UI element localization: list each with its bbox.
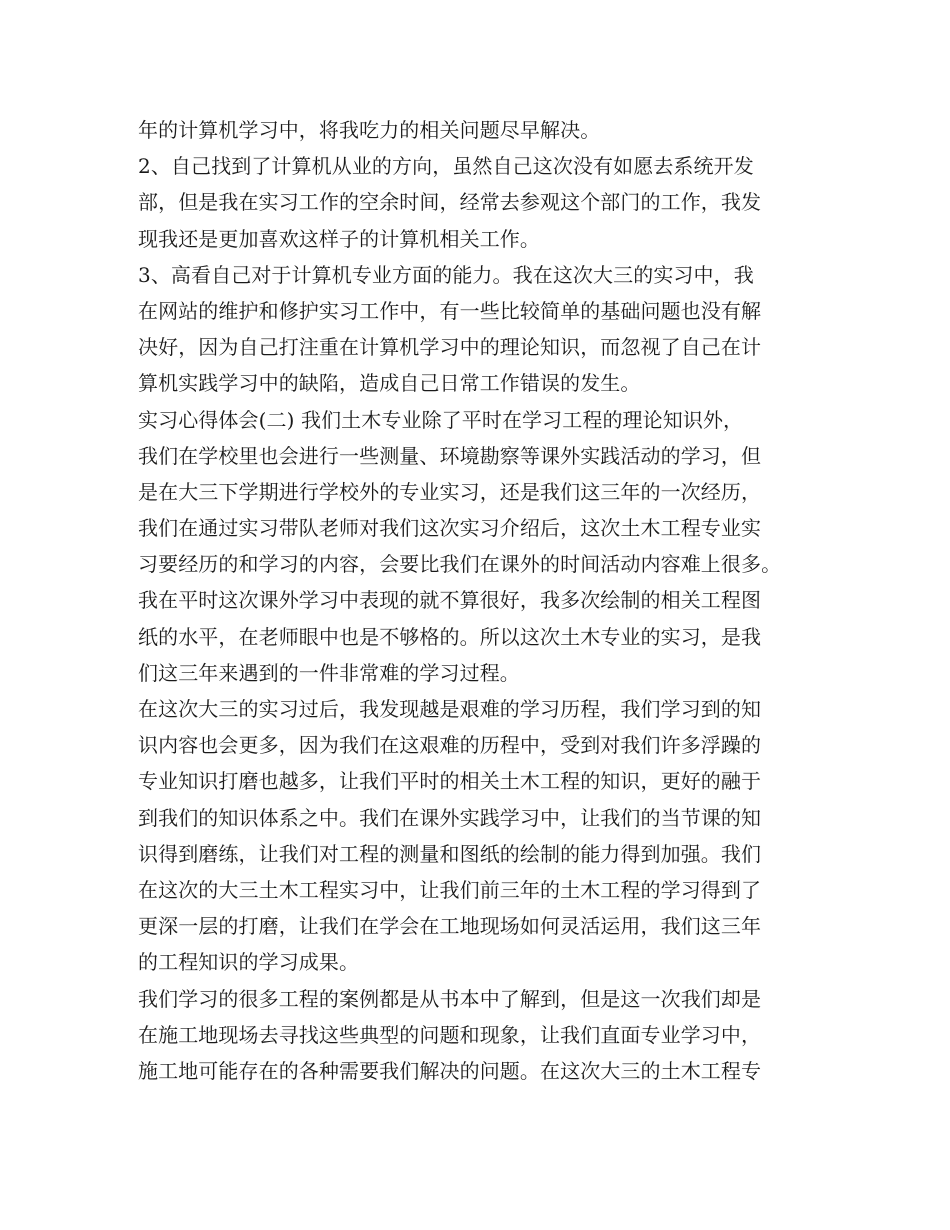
text-line: 在这次的大三土木工程实习中，让我们前三年的土木工程的学习得到了 bbox=[138, 877, 762, 902]
text-line: 纸的水平，在老师眼中也是不够格的。所以这次土木专业的实习，是我 bbox=[138, 624, 762, 649]
text-line: 是在大三下学期进行学校外的专业实习，还是我们这三年的一次经历， bbox=[138, 479, 762, 504]
text-line: 的工程知识的学习成果。 bbox=[138, 950, 360, 975]
text-line: 专业知识打磨也越多，让我们平时的相关土木工程的知识，更好的融于 bbox=[138, 769, 762, 794]
text-line: 决好，因为自己打注重在计算机学习中的理论知识，而忽视了自己在计 bbox=[138, 335, 762, 360]
text-line: 识得到磨练，让我们对工程的测量和图纸的绘制的能力得到加强。我们 bbox=[138, 841, 762, 866]
text-line: 习要经历的和学习的内容，会要比我们在课外的时间活动内容难上很多。 bbox=[138, 552, 782, 577]
text-line: 2、自己找到了计算机从业的方向，虽然自己这次没有如愿去系统开发 bbox=[138, 154, 754, 179]
text-line: 年的计算机学习中，将我吃力的相关问题尽早解决。 bbox=[138, 118, 601, 142]
text-line: 在施工地现场去寻找这些典型的问题和现象，让我们直面专业学习中， bbox=[138, 1022, 762, 1047]
text-line: 识内容也会更多，因为我们在这艰难的历程中，受到对我们许多浮躁的 bbox=[138, 733, 762, 758]
text-line: 在网站的维护和修护实习工作中，有一些比较简单的基础问题也没有解 bbox=[138, 298, 762, 323]
text-line: 部，但是我在实习工作的空余时间，经常去参观这个部门的工作，我发 bbox=[138, 190, 762, 215]
text-line: 现我还是更加喜欢这样子的计算机相关工作。 bbox=[138, 226, 540, 251]
text-line: 施工地可能存在的各种需要我们解决的问题。在这次大三的土木工程专 bbox=[138, 1058, 762, 1083]
text-line: 更深一层的打磨，让我们在学会在工地现场如何灵活运用，我们这三年 bbox=[138, 914, 762, 939]
text-line: 我在平时这次课外学习中表现的就不算很好，我多次绘制的相关工程图 bbox=[138, 588, 762, 613]
text-line: 我们在学校里也会进行一些测量、环境勘察等课外实践活动的学习，但 bbox=[138, 443, 762, 468]
text-line: 们这三年来遇到的一件非常难的学习过程。 bbox=[138, 660, 520, 685]
text-line: 我们学习的很多工程的案例都是从书本中了解到，但是这一次我们却是 bbox=[138, 986, 762, 1011]
text-line: 我们在通过实习带队老师对我们这次实习介绍后，这次土木工程专业实 bbox=[138, 516, 762, 541]
text-line: 在这次大三的实习过后，我发现越是艰难的学习历程，我们学习到的知 bbox=[138, 697, 762, 721]
text-line: 3、高看自己对于计算机专业方面的能力。我在这次大三的实习中，我 bbox=[138, 262, 754, 287]
text-line: 到我们的知识体系之中。我们在课外实践学习中，让我们的当节课的知 bbox=[138, 805, 762, 830]
text-line: 算机实践学习中的缺陷，造成自己日常工作错误的发生。 bbox=[138, 371, 641, 396]
body-text bbox=[138, 112, 838, 1089]
text-line: 实习心得体会(二) 我们土木专业除了平时在学习工程的理论知识外， bbox=[138, 407, 744, 432]
